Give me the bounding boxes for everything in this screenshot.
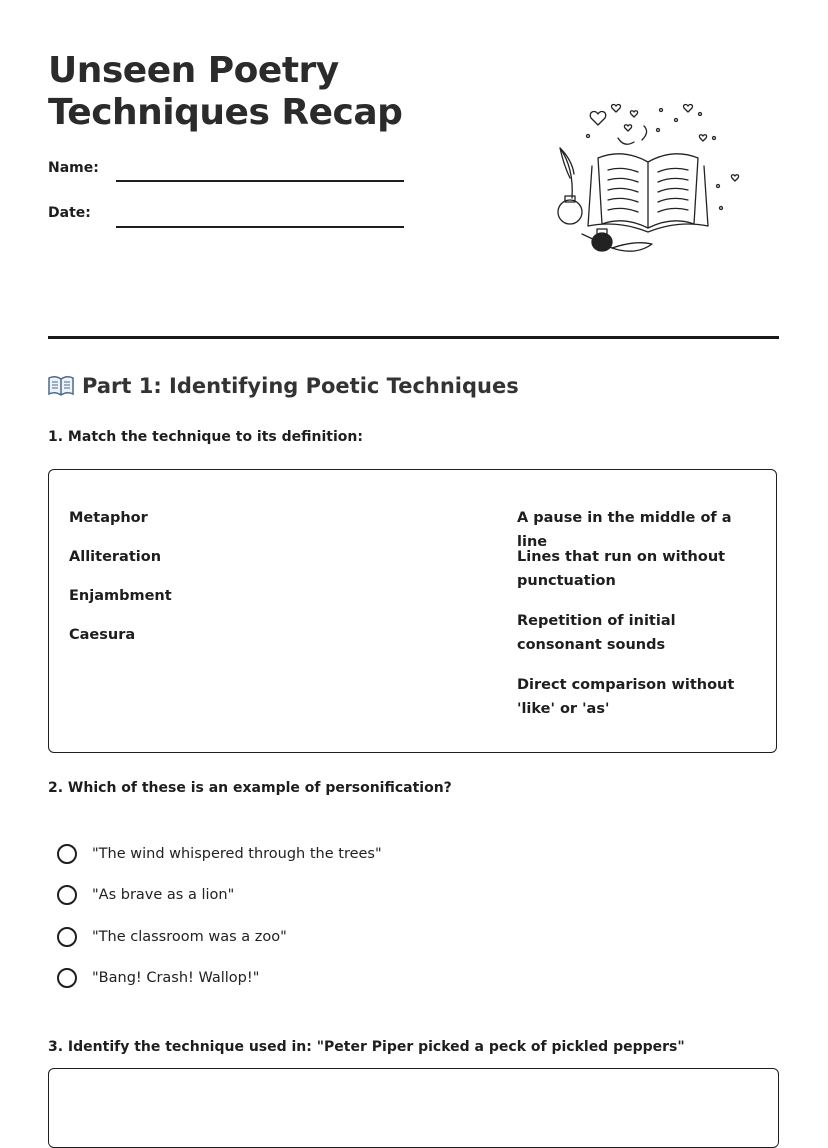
term-item[interactable]: Alliteration <box>69 549 162 565</box>
term-item[interactable]: Metaphor <box>69 510 148 526</box>
term-item[interactable]: Enjambment <box>69 588 172 604</box>
date-field[interactable] <box>116 226 404 228</box>
option-label: "The classroom was a zoo" <box>92 929 287 945</box>
name-field[interactable] <box>116 180 404 182</box>
question-2-prompt: 2. Which of these is an example of personification? <box>48 780 452 796</box>
definition-item[interactable]: Direct comparison without 'like' or 'as' <box>517 677 735 717</box>
term-item[interactable]: Caesura <box>69 627 136 643</box>
radio-button[interactable] <box>57 885 77 905</box>
date-label: Date: <box>48 205 91 221</box>
option-label: "The wind whispered through the trees" <box>92 846 382 862</box>
question-1-prompt: 1. Match the technique to its definition: <box>48 429 363 445</box>
option-label: "As brave as a lion" <box>92 887 235 903</box>
radio-button[interactable] <box>57 968 77 988</box>
option-row[interactable] <box>57 966 259 990</box>
section-divider <box>48 336 779 339</box>
name-label: Name: <box>48 160 99 176</box>
question-3-prompt: 3. Identify the technique used in: "Peter Piper picked a peck of pickled peppers" <box>48 1039 685 1055</box>
radio-button[interactable] <box>57 927 77 947</box>
definition-item[interactable]: Lines that run on without punctuation <box>517 549 726 589</box>
option-row[interactable] <box>57 883 234 907</box>
definition-item[interactable]: Repetition of initial consonant sounds <box>517 613 676 653</box>
question-3-answer-box[interactable] <box>48 1068 779 1148</box>
open-book-icon <box>48 375 74 397</box>
worksheet-title: Unseen Poetry Techniques Recap <box>48 50 403 133</box>
part1-heading <box>48 374 519 398</box>
definition-item[interactable]: A pause in the middle of a line <box>517 510 732 550</box>
option-label: "Bang! Crash! Wallop!" <box>92 970 260 986</box>
option-row[interactable] <box>57 842 382 866</box>
radio-button[interactable] <box>57 844 77 864</box>
matching-box <box>48 469 777 753</box>
part1-title: Part 1: Identifying Poetic Techniques <box>82 374 519 398</box>
book-quill-illustration <box>548 96 748 266</box>
option-row[interactable] <box>57 925 287 949</box>
